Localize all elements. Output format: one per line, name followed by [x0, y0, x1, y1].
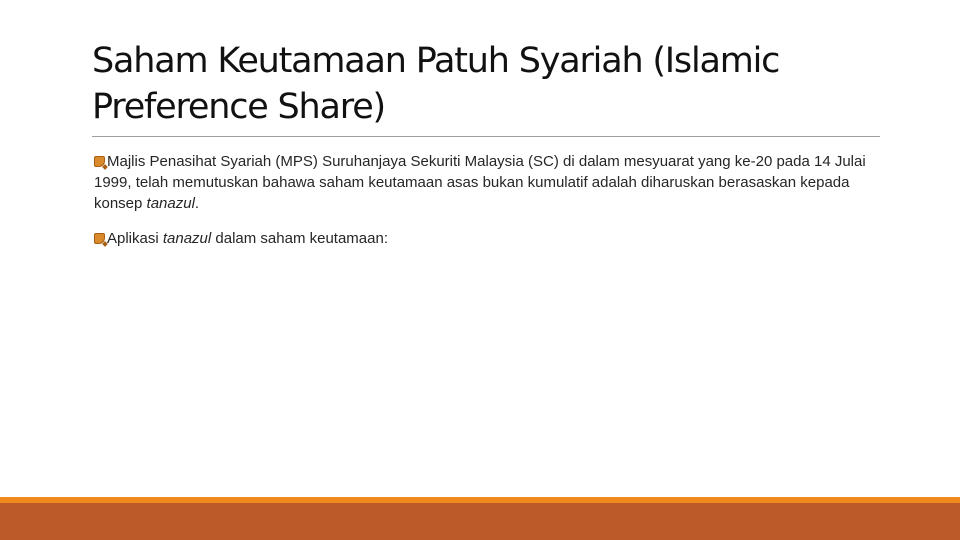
- bullet-text: Aplikasi: [107, 230, 163, 247]
- bullet-item-tanazul-application: [88, 228, 868, 249]
- title-divider: [92, 136, 880, 137]
- checkbox-square-icon: [94, 233, 105, 244]
- bullet-list: [88, 151, 868, 263]
- footer-band: [0, 503, 960, 540]
- bullet-italic-term: tanazul: [162, 230, 212, 247]
- slide-title: Saham Keutamaan Patuh Syariah (Islamic Preference Share): [92, 41, 780, 127]
- bullet-italic-term: tanazul: [146, 195, 195, 212]
- bullet-text: Majlis Penasihat Syariah (MPS) Suruhanjaya Sekuriti Malaysia (SC) di dalam mesyuarat yang ke-20 pada 14 Julai 1999, telah memutuskan bahawa saham keutamaan asas bukan kumulatif adalah diharuskan berasaskan kepada konsep: [94, 153, 866, 212]
- checkbox-square-icon: [94, 156, 105, 167]
- bullet-text-end: dalam saham keutamaan:: [211, 230, 388, 247]
- bullet-item-mps-decision: [88, 151, 868, 214]
- bullet-text-end: .: [194, 195, 200, 212]
